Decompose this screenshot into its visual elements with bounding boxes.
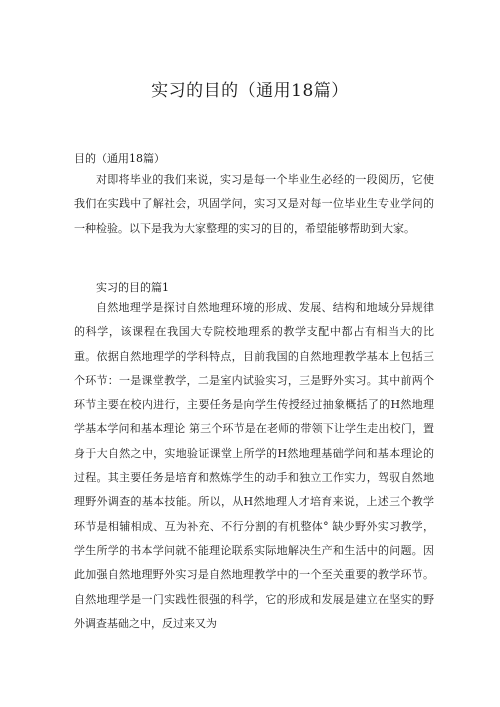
document-title: 实习的目的（通用18篇）: [151, 81, 349, 101]
section-heading: 实习的目的篇1: [96, 281, 169, 294]
intro-paragraph: 对即将毕业的我们来说，实习是每一个毕业生必经的一段阅历，它使我们在实践中了解社会，巩固学问，实习又是对每一位毕业生专业学问的一种检验。以下是我为大家整理的实习的目的，希望能够帮助到大家。: [74, 173, 434, 235]
document-subtitle: 目的（通用18篇）: [74, 152, 165, 165]
section-body-paragraph: 自然地理学是探讨自然地理环境的形成、发展、结构和地域分异规律的科学，该课程在我国大专院校地理系的教学支配中都占有相当大的比重。依据自然地理学的学科特点，目前我国的自然地理教学基本上包括三个环节：一是课堂教学，二是室内试验实习，三是野外实习。其中前两个环节主要在校内进行，主要任务是向学生传授经过抽象概括了的H然地理学基本学问和基本理论 第三个环节是在老师的带领下让学生走出校门，置身于大自然之中，实地验证课堂上所学的H然地理基础学问和基本理论的过程。其主要任务是培育和熬炼学生的动手和独立工作实力，驾驭自然地理野外调查的基本技能。所以，从H然地理人才培育来说，上述三个教学环节是相辅相成、互为补充、不行分割的有机整体° 缺少野外实习教学，学生所学的书本学问就不能理论联系实际地解决生产和生活中的问题。因此加强自然地理野外实习是自然地理教学中的一个至关重要的教学环节。自然地理学是一门实践性很强的科学，它的形成和发展是建立在坚实的野外调查基础之中，反过来又为: [74, 301, 434, 630]
